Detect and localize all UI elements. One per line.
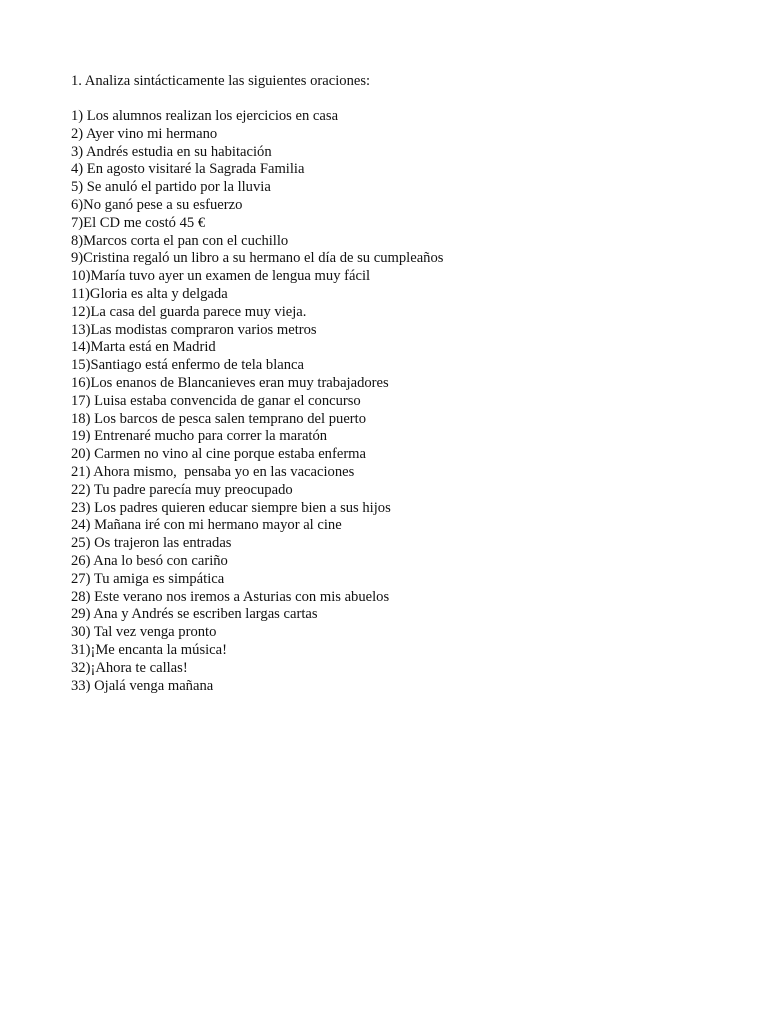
list-item: 18) Los barcos de pesca salen temprano del puerto	[71, 410, 367, 427]
list-item: 20) Carmen no vino al cine porque estaba enferma	[71, 446, 367, 463]
list-item: 25) Os trajeron las entradas	[71, 535, 232, 552]
list-item: 29) Ana y Andrés se escriben largas cartas	[71, 606, 318, 623]
list-item: 7)El CD me costó 45 €	[71, 214, 206, 231]
list-item: 11)Gloria es alta y delgada	[71, 285, 228, 302]
list-item: 21) Ahora mismo, pensaba yo en las vacaciones	[71, 463, 355, 480]
list-item: 27) Tu amiga es simpática	[71, 570, 225, 587]
list-item: 1) Los alumnos realizan los ejercicios en casa	[71, 108, 339, 124]
list-item: 24) Mañana iré con mi hermano mayor al cine	[71, 517, 342, 534]
list-item: 5) Se anuló el partido por la lluvia	[71, 179, 271, 196]
list-item: 10)María tuvo ayer un examen de lengua muy fácil	[71, 268, 371, 285]
list-item: 15)Santiago está enfermo de tela blanca	[71, 357, 304, 374]
list-item: 16)Los enanos de Blancanieves eran muy trabajadores	[71, 374, 389, 391]
list-item: 12)La casa del guarda parece muy vieja.	[71, 303, 307, 320]
list-item: 30) Tal vez venga pronto	[71, 624, 217, 641]
list-item: 3) Andrés estudia en su habitación	[71, 143, 272, 160]
list-item: 31)¡Me encanta la música!	[71, 641, 227, 658]
list-item: 13)Las modistas compraron varios metros	[71, 321, 317, 338]
exercise-heading: 1. Analiza sintácticamente las siguientes oraciones:	[71, 73, 371, 89]
list-item: 33) Ojalá venga mañana	[71, 677, 214, 694]
document-page	[71, 72, 711, 695]
list-item: 32)¡Ahora te callas!	[71, 659, 188, 676]
list-item: 23) Los padres quieren educar siempre bien a sus hijos	[71, 499, 391, 516]
list-item: 6)No ganó pese a su esfuerzo	[71, 196, 243, 213]
list-item: 22) Tu padre parecía muy preocupado	[71, 481, 293, 498]
list-item: 28) Este verano nos iremos a Asturias con mis abuelos	[71, 588, 390, 605]
list-item: 17) Luisa estaba convencida de ganar el concurso	[71, 392, 361, 409]
list-item: 19) Entrenaré mucho para correr la maratón	[71, 428, 328, 445]
sentence-list	[71, 108, 711, 695]
list-item: 4) En agosto visitaré la Sagrada Familia	[71, 161, 305, 178]
list-item: 8)Marcos corta el pan con el cuchillo	[71, 232, 289, 249]
list-item: 9)Cristina regaló un libro a su hermano el día de su cumpleaños	[71, 250, 444, 267]
list-item: 26) Ana lo besó con cariño	[71, 552, 228, 569]
list-item: 2) Ayer vino mi hermano	[71, 125, 218, 142]
list-item: 14)Marta está en Madrid	[71, 339, 216, 356]
